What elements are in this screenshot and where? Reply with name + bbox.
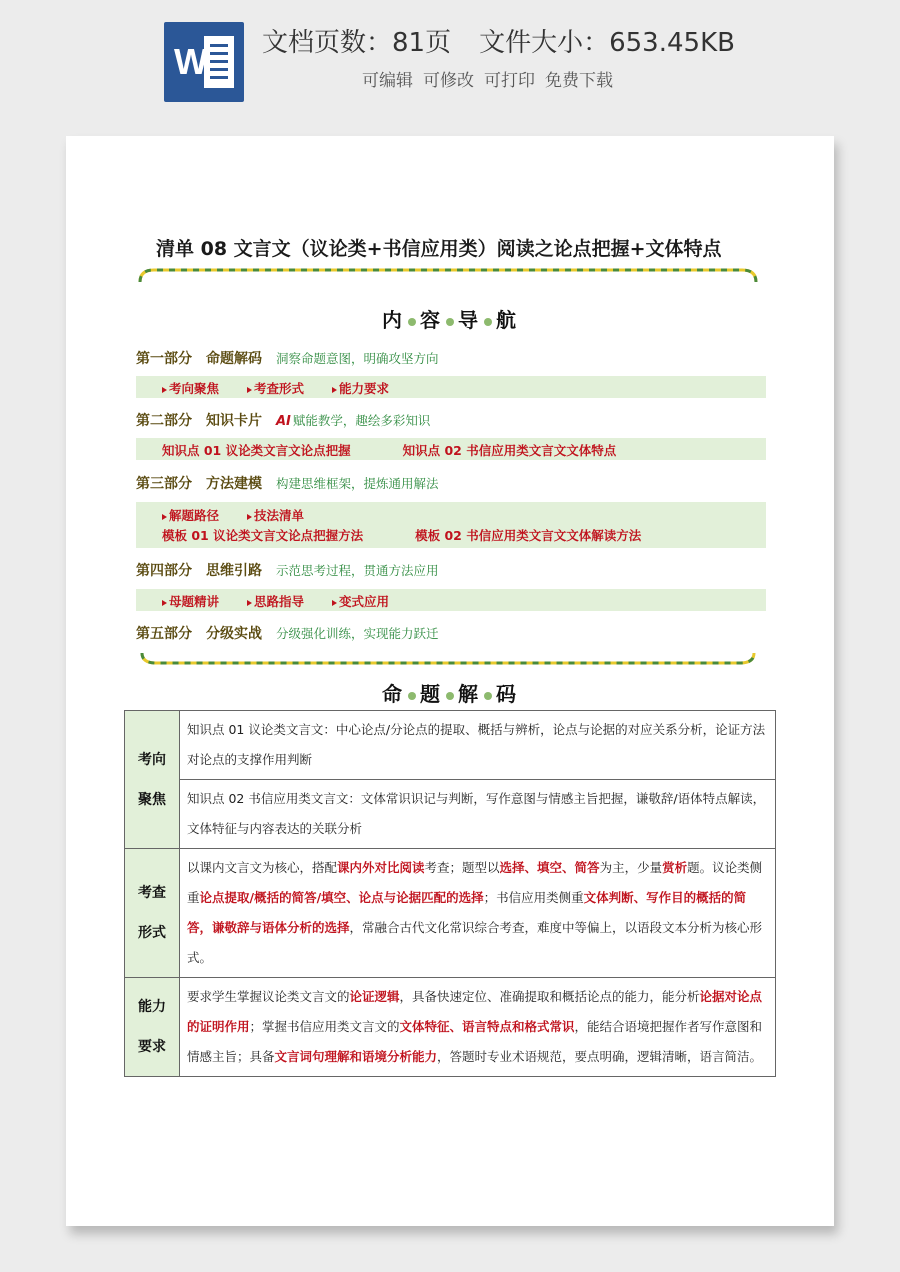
label-text: 要求: [138, 1039, 166, 1055]
document-page: [66, 136, 834, 1226]
highlight-text: 论点提取/概括的简答/填空、论点与论据匹配的选择: [199, 890, 484, 905]
bullet-dot: [484, 318, 492, 326]
file-stats: [262, 22, 735, 59]
text-run: 为主，少量: [599, 860, 663, 875]
nav-band-4: [136, 589, 766, 611]
text-run: 以课内文言文为核心，搭配: [187, 860, 338, 875]
bullet-dot: [408, 692, 416, 700]
heading-char: 命: [382, 682, 404, 706]
title-divider: [138, 266, 758, 284]
part-title: 知识卡片: [206, 413, 262, 429]
word-icon-page: [204, 36, 234, 88]
part-number: 第一部分: [136, 351, 192, 367]
part-number: 第二部分: [136, 413, 192, 429]
heading-char: 导: [458, 308, 480, 332]
nav-band-2: [136, 438, 766, 460]
highlight-text: 选择、填空、简答: [499, 860, 600, 875]
row-label-kaoxiang: [125, 711, 180, 849]
nav-link-kaoxiang[interactable]: 考向聚焦: [162, 381, 219, 396]
nav-part-3[interactable]: [136, 473, 766, 493]
nav-link-knowledge-02[interactable]: 知识点 02 书信应用类文言文文体特点: [402, 443, 617, 458]
part-title: 命题解码: [206, 351, 262, 367]
nav-part-1[interactable]: [136, 348, 766, 368]
nav-link-kaocha[interactable]: 考查形式: [247, 381, 304, 396]
part-description: 示范思考过程，贯通方法应用: [276, 563, 439, 578]
part-description: 分级强化训练，实现能力跃迁: [276, 626, 439, 641]
part-description: 赋能教学，趣绘多彩知识: [292, 413, 431, 428]
text-run: ，答题时专业术语规范，要点明确，逻辑清晰，语言简洁。: [437, 1049, 763, 1064]
capability-free-download[interactable]: 免费下载: [545, 71, 613, 91]
heading-char: 码: [496, 682, 518, 706]
highlight-text: 论据对论点的证明作用: [187, 989, 763, 1034]
text-run: ；书信应用类侧重: [483, 890, 584, 905]
nav-link-bianshi[interactable]: 变式应用: [332, 594, 389, 609]
nav-link-knowledge-01[interactable]: 知识点 01 议论类文言文论点把握: [162, 443, 351, 458]
highlight-text: 论证逻辑: [349, 989, 400, 1004]
part-description: 构建思维框架，提炼通用解法: [276, 476, 439, 491]
part-number: 第三部分: [136, 476, 192, 492]
highlight-text: 赏析: [662, 860, 688, 875]
nav-link-silu[interactable]: 思路指导: [247, 594, 304, 609]
part-number: 第五部分: [136, 626, 192, 642]
word-icon-letter: W: [174, 41, 208, 82]
text-run: 题。议论类侧重: [187, 860, 763, 905]
capability-editable: 可编辑: [362, 71, 413, 91]
text-run: ，具备快速定位、准确提取和概括论点的能力，能分析: [399, 989, 700, 1004]
heading-char: 题: [420, 682, 442, 706]
kaoxiang-point-01: 知识点 01 议论类文言文：中心论点/分论点的提取、概括与辨析，论点与论据的对应关系分析，论证方法对论点的支撑作用判断: [180, 711, 776, 780]
heading-char: 解: [458, 682, 480, 706]
decode-table: [124, 710, 776, 1077]
capability-printable: 可打印: [484, 71, 535, 91]
label-text: 考向: [138, 751, 166, 768]
document-title: 清单 08 文言文（议论类+书信应用类）阅读之论点把握+文体特点: [156, 238, 722, 260]
nav-link-template-02[interactable]: 模板 02 书信应用类文言文文体解读方法: [415, 528, 642, 543]
ai-badge: AI: [276, 414, 291, 429]
label-text: 能力: [138, 999, 166, 1015]
nav-link-jieti[interactable]: 解题路径: [162, 508, 219, 523]
file-info-header: [0, 0, 900, 130]
part-title: 方法建模: [206, 476, 262, 492]
nav-link-jifa[interactable]: 技法清单: [247, 508, 304, 523]
content-nav-heading: [66, 304, 834, 333]
bullet-dot: [408, 318, 416, 326]
highlight-text: 文体特征、语言特点和格式常识: [399, 1019, 575, 1034]
nav-part-4[interactable]: [136, 560, 766, 580]
row-label-kaocha: [125, 849, 180, 978]
word-document-icon: [164, 22, 244, 102]
part-title: 分级实战: [206, 626, 262, 642]
table-row: [125, 978, 776, 1077]
nav-part-5[interactable]: [136, 623, 766, 643]
file-capabilities: [362, 66, 613, 91]
highlight-text: 文体判断、写作目的概括的简答，谦敬辞与语体分析的选择: [187, 890, 747, 935]
nav-link-muti[interactable]: 母题精讲: [162, 594, 219, 609]
label-text: 形式: [138, 925, 166, 941]
nav-divider: [140, 649, 756, 667]
page-count: 文档页数：81页: [262, 28, 452, 58]
table-row: [125, 780, 776, 849]
bullet-dot: [446, 692, 454, 700]
label-text: 聚焦: [138, 791, 166, 808]
nengli-content: [180, 978, 776, 1077]
part-description: 洞察命题意图，明确攻坚方向: [276, 351, 439, 366]
part-number: 第四部分: [136, 563, 192, 579]
kaoxiang-point-02: 知识点 02 书信应用类文言文：文体常识识记与判断，写作意图与情感主旨把握，谦敬辞/语体特点解读，文体特征与内容表达的关联分析: [180, 780, 776, 849]
nav-band-1: [136, 376, 766, 398]
bullet-dot: [446, 318, 454, 326]
capability-modifiable: 可修改: [423, 71, 474, 91]
part-title: 思维引路: [206, 563, 262, 579]
text-run: 要求学生掌握议论类文言文的: [187, 989, 350, 1004]
label-text: 考查: [138, 885, 166, 901]
highlight-text: 课内外对比阅读: [337, 860, 425, 875]
heading-char: 内: [382, 308, 404, 332]
highlight-text: 文言词句理解和语境分析能力: [274, 1049, 438, 1064]
nav-part-2[interactable]: [136, 410, 766, 430]
table-row: [125, 711, 776, 780]
file-size: 文件大小：653.45KB: [479, 28, 735, 58]
text-run: ，能结合语境把握作者写作意图和情感主旨；具备: [187, 1019, 763, 1064]
bullet-dot: [484, 692, 492, 700]
kaocha-content: [180, 849, 776, 978]
decode-heading: [66, 678, 834, 707]
row-label-nengli: [125, 978, 180, 1077]
table-row: [125, 849, 776, 978]
nav-link-template-01[interactable]: 模板 01 议论类文言文论点把握方法: [162, 528, 364, 543]
text-run: ，常融合古代文化常识综合考查，难度中等偏上，以语段文本分析为核心形式。: [187, 920, 763, 965]
heading-char: 容: [420, 308, 442, 332]
text-run: ；掌握书信应用类文言文的: [249, 1019, 400, 1034]
nav-band-3: [136, 502, 766, 548]
heading-char: 航: [496, 308, 518, 332]
text-run: 考查；题型以: [424, 860, 500, 875]
nav-link-nengli[interactable]: 能力要求: [332, 381, 389, 396]
